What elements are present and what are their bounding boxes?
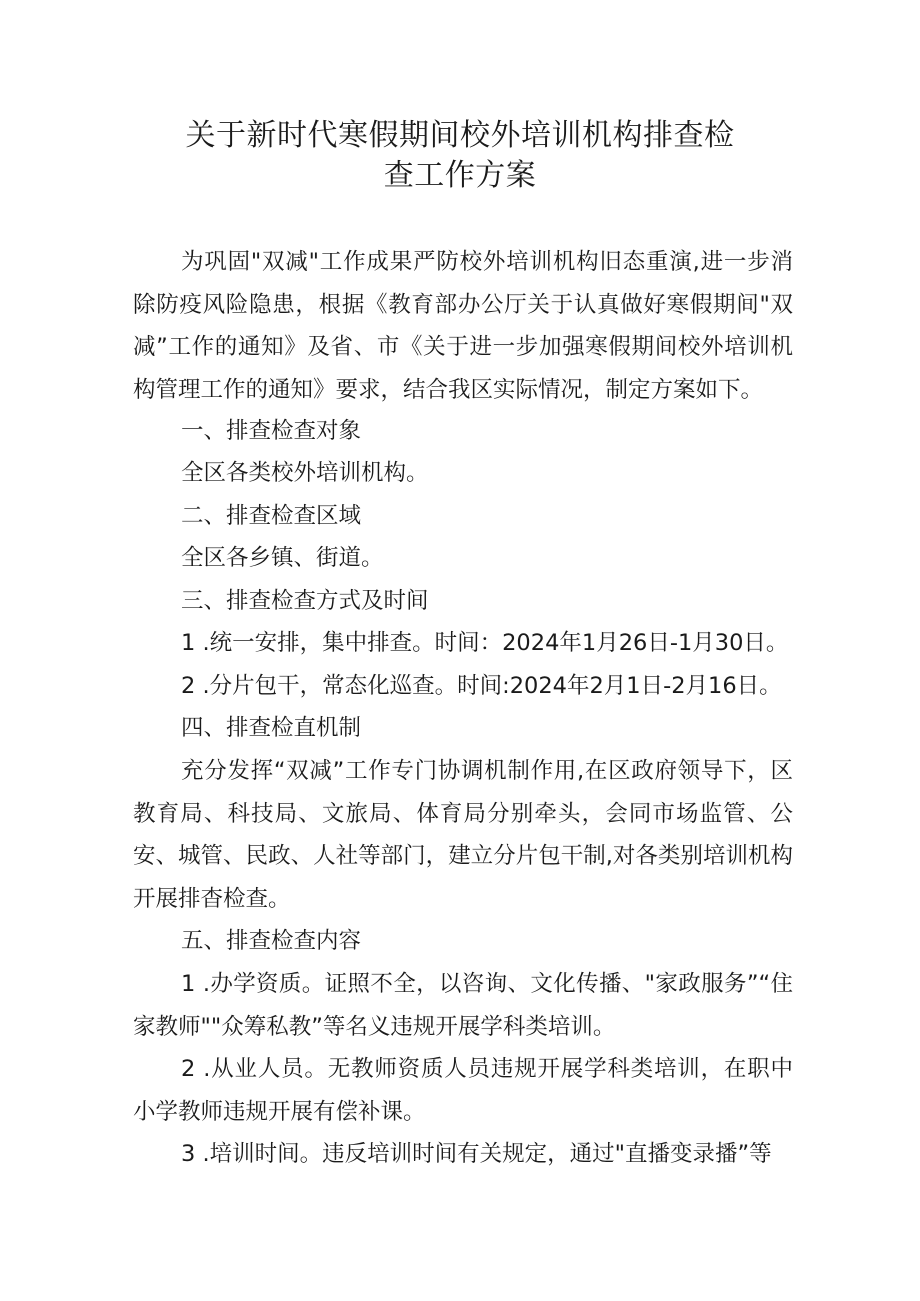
section-5-item-1: 1 .办学资质。证照不全，以咨询、文化传播、"家政服务”“住家教师""众筹私教”等名义违规开展学科类培训。 [133,971,793,1040]
section-1-body: 全区各类校外培训机构。 [181,460,429,486]
section-3-heading: 三、排查检查方式及时间 [181,588,429,614]
section-1-heading: 一、排查检查对象 [181,418,362,444]
section-2-body: 全区各乡镇、街道。 [181,545,384,571]
section-4-heading: 四、排查检直机制 [181,715,362,741]
intro-paragraph: 为巩固"双减"工作成果严防校外培训机构旧态重演,进一步消除防疫风险隐患，根据《教育部办公厅关于认真做好寒假期间"双减”工作的通知》及省、市《关于进一步加强寒假期间校外培训机构管理工作的通知》要求，结合我区实际情况，制定方案如下。 [133,249,793,403]
section-3-item-1: 1 .统一安排，集中排查。时间：2024年1月26日-1月30日。 [181,630,789,656]
section-4-body: 充分发挥“双减”工作专门协调机制作用,在区政府领导下，区教育局、科技局、文旅局、体育局分别牵头，会同市场监管、公安、城管、民政、人社等部门，建立分片包干制,对各类别培训机构开展排杳检查。 [133,758,793,912]
section-3-item-2: 2 .分片包干，常态化巡查。时间:2024年2月1日-2月16日。 [181,673,782,699]
document-title-line-1: 关于新时代寒假期间校外培训机构排查检 [185,118,735,153]
section-5-item-3: 3 .培训时间。违反培训时间有关规定，通过"直播变录播”等 [181,1141,772,1167]
section-5-heading: 五、排查检查内容 [181,928,362,954]
section-5-item-2: 2 .从业人员。无教师资质人员违规开展学科类培训，在职中小学教师违规开展有偿补课。 [133,1056,793,1125]
document-title-line-2: 查工作方案 [383,158,537,193]
section-2-heading: 二、排查检查区域 [181,503,362,529]
